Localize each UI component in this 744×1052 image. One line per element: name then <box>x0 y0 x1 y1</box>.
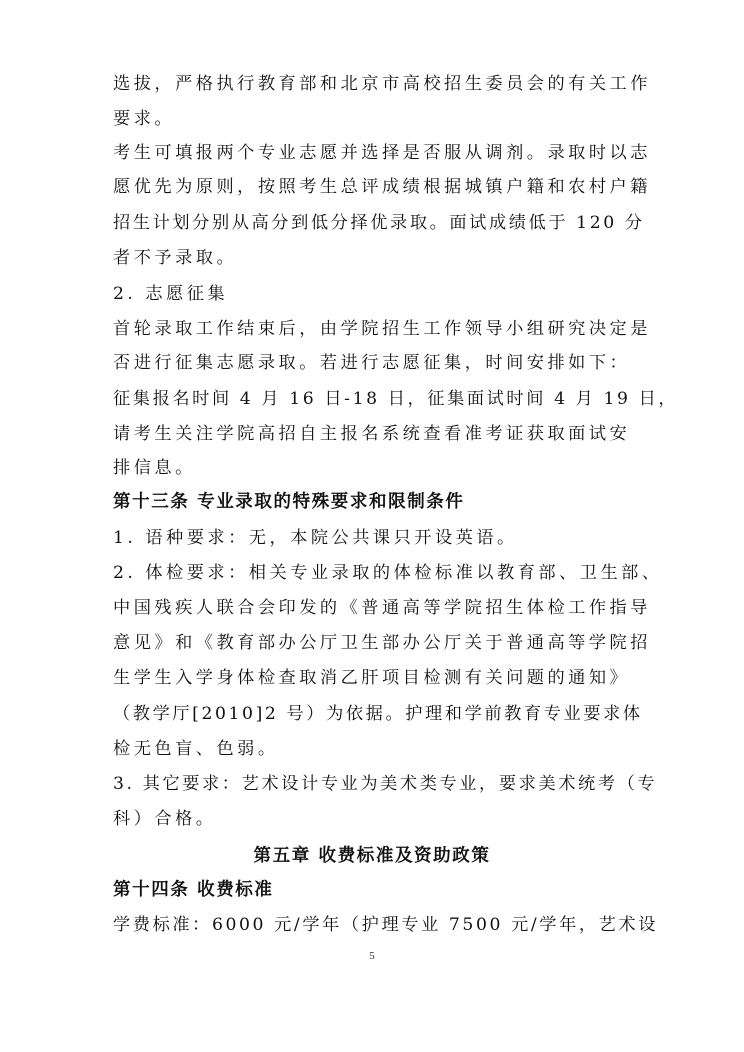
body-line: 学费标准：6000 元/学年（护理专业 7500 元/学年，艺术设 <box>113 915 659 935</box>
body-line: 1. 语种要求：无，本院公共课只开设英语。 <box>113 528 518 548</box>
page-number: 5 <box>369 950 375 962</box>
body-line: 者不予录取。 <box>113 248 238 268</box>
body-line: 检无色盲、色弱。 <box>113 739 279 759</box>
body-line: 3. 其它要求：艺术设计专业为美术类专业，要求美术统考（专 <box>113 774 658 794</box>
body-line: 2. 志愿征集 <box>113 284 229 304</box>
body-line: 排信息。 <box>113 458 196 478</box>
body-line: 意见》和《教育部办公厅卫生部办公厅关于普通高等学院招 <box>113 633 651 653</box>
body-line: 否进行征集志愿录取。若进行志愿征集，时间安排如下： <box>113 353 631 373</box>
body-line: 生学生入学身体检查取消乙肝项目检测有关问题的通知》 <box>113 668 631 688</box>
body-line: 请考生关注学院高招自主报名系统查看准考证获取面试安 <box>113 424 631 444</box>
article-13-heading: 第十三条 专业录取的特殊要求和限制条件 <box>113 492 465 512</box>
body-line: 考生可填报两个专业志愿并选择是否服从调剂。录取时以志 <box>113 143 651 163</box>
body-line: 愿优先为原则，按照考生总评成绩根据城镇户籍和农村户籍 <box>113 177 651 197</box>
body-line: 招生计划分别从高分到低分择优录取。面试成绩低于 120 分 <box>113 213 645 233</box>
body-line: （教学厅[2010]2 号）为依据。护理和学前教育专业要求体 <box>113 704 643 724</box>
body-line: 科）合格。 <box>113 809 217 829</box>
body-line: 2. 体检要求：相关专业录取的体检标准以教育部、卫生部、 <box>113 563 663 583</box>
chapter-5-title: 第五章 收费标准及资助政策 <box>253 846 491 866</box>
body-line: 首轮录取工作结束后，由学院招生工作领导小组研究决定是 <box>113 319 651 339</box>
article-14-heading: 第十四条 收费标准 <box>113 880 274 900</box>
body-line: 选拔，严格执行教育部和北京市高校招生委员会的有关工作 <box>113 74 651 94</box>
body-line: 要求。 <box>113 109 176 129</box>
body-line: 中国残疾人联合会印发的《普通高等学院招生体检工作指导 <box>113 598 651 618</box>
body-line: 征集报名时间 4 月 16 日-18 日，征集面试时间 4 月 19 日， <box>113 389 679 409</box>
